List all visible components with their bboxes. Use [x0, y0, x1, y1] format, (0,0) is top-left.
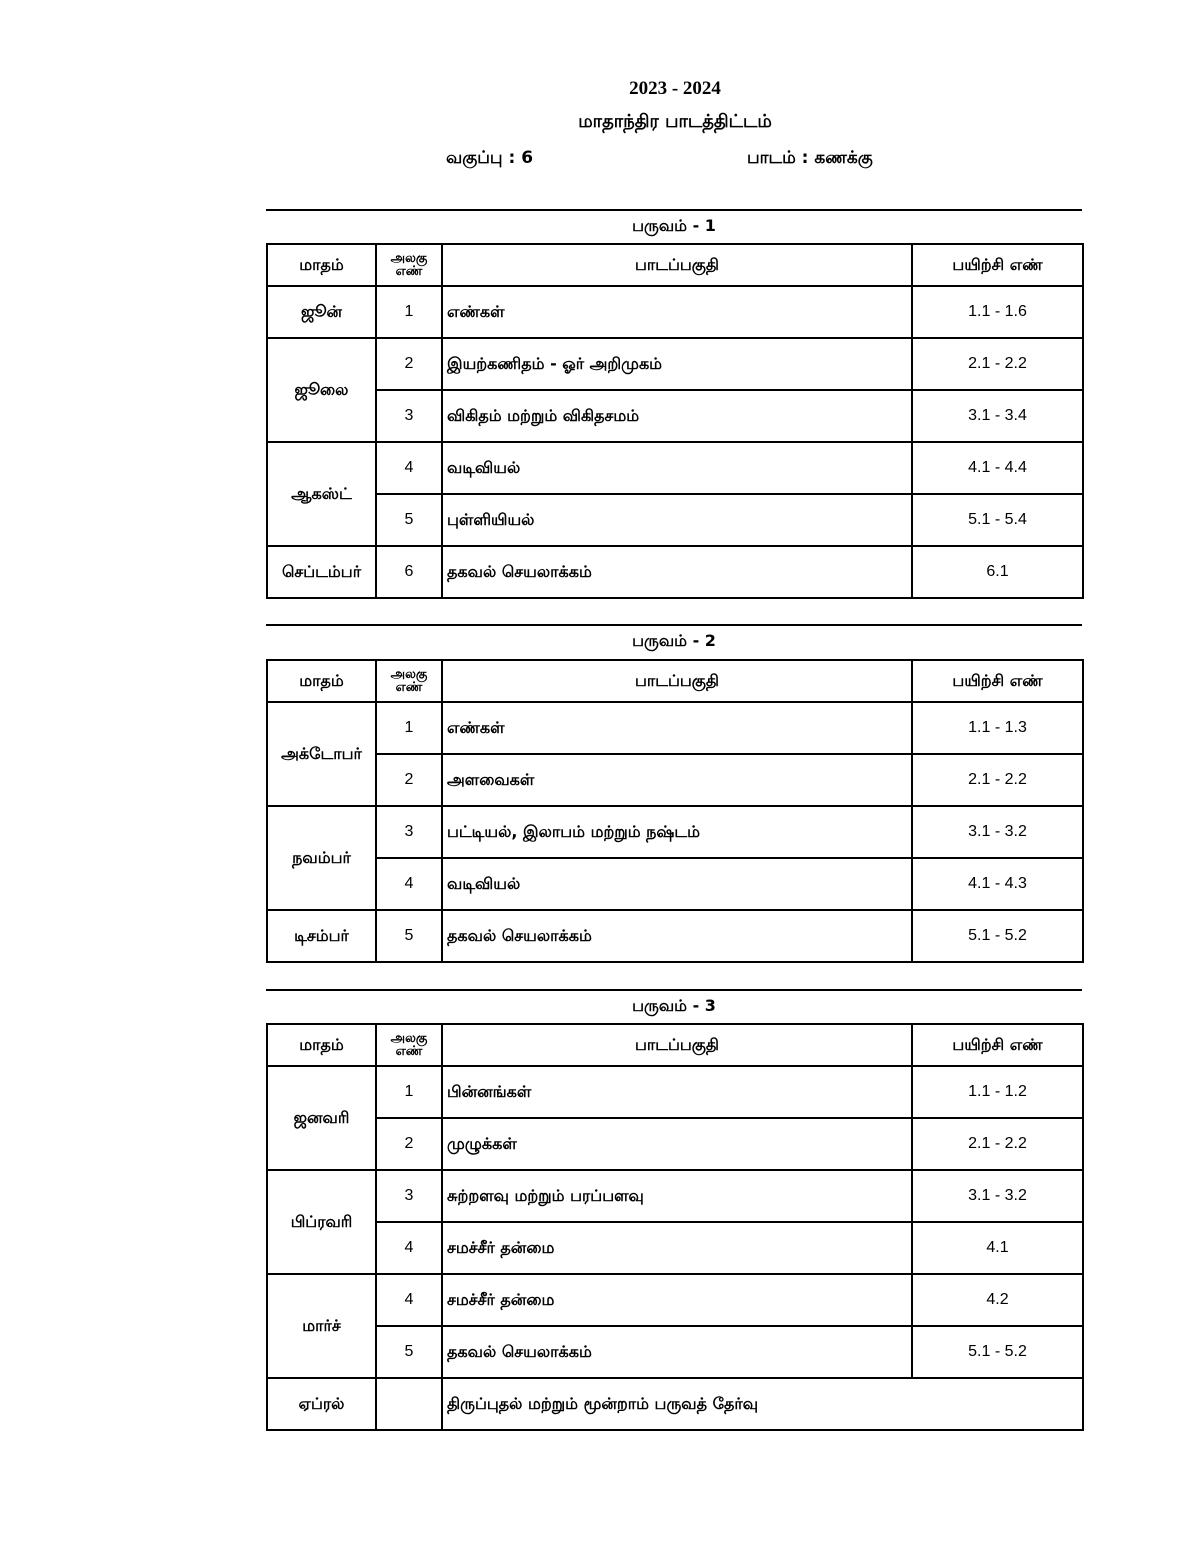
term-2-title: பருவம் - 2	[632, 631, 716, 650]
table-row	[267, 702, 1083, 754]
unit-cell: 1	[376, 702, 442, 754]
col-header-month: மாதம்	[267, 660, 376, 702]
table-row	[267, 442, 1083, 494]
table-row	[267, 1170, 1083, 1222]
topic-cell: தகவல் செயலாக்கம்	[442, 910, 912, 962]
unit-cell: 5	[376, 494, 442, 546]
unit-cell: 1	[376, 1066, 442, 1118]
subject-label: பாடம் : கணக்கு	[747, 148, 873, 168]
col-header-unit: அலகு எண்	[376, 660, 442, 702]
col-header-topic: பாடப்பகுதி	[442, 244, 912, 286]
term-1-rule	[266, 209, 1082, 211]
term-3-table	[266, 1023, 1084, 1431]
exercise-cell: 4.1 - 4.4	[912, 442, 1083, 494]
topic-cell: எண்கள்	[442, 286, 912, 338]
col-header-month: மாதம்	[267, 244, 376, 286]
table-row	[267, 494, 1083, 546]
page-title: மாதாந்திர பாடத்திட்டம்	[578, 111, 772, 132]
table-row	[267, 1118, 1083, 1170]
unit-cell: 3	[376, 806, 442, 858]
unit-cell: 4	[376, 1222, 442, 1274]
table-row	[267, 546, 1083, 598]
col-header-unit: அலகு எண்	[376, 1024, 442, 1066]
month-cell: ஜூன்	[267, 286, 376, 338]
table-row	[267, 910, 1083, 962]
header-row	[267, 244, 1083, 286]
table-row	[267, 1274, 1083, 1326]
topic-cell: வடிவியல்	[442, 442, 912, 494]
topic-cell: சமச்சீர் தன்மை	[442, 1222, 912, 1274]
term-2-table	[266, 659, 1084, 963]
exercise-cell: 3.1 - 3.4	[912, 390, 1083, 442]
table-row	[267, 1222, 1083, 1274]
exercise-cell: 1.1 - 1.3	[912, 702, 1083, 754]
exercise-cell: 2.1 - 2.2	[912, 1118, 1083, 1170]
exercise-cell: 5.1 - 5.4	[912, 494, 1083, 546]
unit-cell: 4	[376, 858, 442, 910]
table-row	[267, 1066, 1083, 1118]
col-header-exercise: பயிற்சி எண்	[912, 244, 1083, 286]
topic-cell: விகிதம் மற்றும் விகிதசமம்	[442, 390, 912, 442]
unit-cell: 2	[376, 754, 442, 806]
topic-cell: எண்கள்	[442, 702, 912, 754]
table-row	[267, 390, 1083, 442]
month-cell: மார்ச்	[267, 1274, 376, 1378]
topic-cell: வடிவியல்	[442, 858, 912, 910]
topic-cell: இயற்கணிதம் - ஓர் அறிமுகம்	[442, 338, 912, 390]
month-cell: ஜனவரி	[267, 1066, 376, 1170]
unit-cell: 6	[376, 546, 442, 598]
exercise-cell: 6.1	[912, 546, 1083, 598]
exercise-cell: 3.1 - 3.2	[912, 806, 1083, 858]
col-header-exercise: பயிற்சி எண்	[912, 660, 1083, 702]
month-cell: ஆகஸ்ட்	[267, 442, 376, 546]
topic-cell: புள்ளியியல்	[442, 494, 912, 546]
term-3-title: பருவம் - 3	[632, 996, 716, 1015]
header-row	[267, 660, 1083, 702]
table-row	[267, 858, 1083, 910]
topic-cell: திருப்புதல் மற்றும் மூன்றாம் பருவத் தேர்வு	[442, 1378, 1083, 1430]
topic-cell: பட்டியல், இலாபம் மற்றும் நஷ்டம்	[442, 806, 912, 858]
exercise-cell: 5.1 - 5.2	[912, 910, 1083, 962]
unit-cell: 3	[376, 390, 442, 442]
topic-cell: பின்னங்கள்	[442, 1066, 912, 1118]
unit-cell: 1	[376, 286, 442, 338]
topic-cell: சமச்சீர் தன்மை	[442, 1274, 912, 1326]
table-row	[267, 806, 1083, 858]
topic-cell: முழுக்கள்	[442, 1118, 912, 1170]
exercise-cell: 2.1 - 2.2	[912, 754, 1083, 806]
unit-cell	[376, 1378, 442, 1430]
unit-cell: 4	[376, 1274, 442, 1326]
unit-cell: 2	[376, 338, 442, 390]
month-cell: நவம்பர்	[267, 806, 376, 910]
exercise-cell: 5.1 - 5.2	[912, 1326, 1083, 1378]
term-1-title: பருவம் - 1	[632, 216, 716, 235]
unit-cell: 3	[376, 1170, 442, 1222]
col-header-topic: பாடப்பகுதி	[442, 660, 912, 702]
class-label: வகுப்பு : 6	[446, 148, 534, 168]
table-row	[267, 286, 1083, 338]
month-cell: அக்டோபர்	[267, 702, 376, 806]
table-row	[267, 1378, 1083, 1430]
col-header-month: மாதம்	[267, 1024, 376, 1066]
topic-cell: அளவைகள்	[442, 754, 912, 806]
exercise-cell: 1.1 - 1.2	[912, 1066, 1083, 1118]
exercise-cell: 3.1 - 3.2	[912, 1170, 1083, 1222]
month-cell: செப்டம்பர்	[267, 546, 376, 598]
table-row	[267, 1326, 1083, 1378]
month-cell: ஏப்ரல்	[267, 1378, 376, 1430]
topic-cell: தகவல் செயலாக்கம்	[442, 1326, 912, 1378]
table-row	[267, 338, 1083, 390]
unit-cell: 5	[376, 910, 442, 962]
term-3-rule	[266, 989, 1082, 991]
unit-cell: 4	[376, 442, 442, 494]
month-cell: பிப்ரவரி	[267, 1170, 376, 1274]
exercise-cell: 4.1	[912, 1222, 1083, 1274]
col-header-exercise: பயிற்சி எண்	[912, 1024, 1083, 1066]
header-row	[267, 1024, 1083, 1066]
exercise-cell: 4.2	[912, 1274, 1083, 1326]
col-header-unit: அலகு எண்	[376, 244, 442, 286]
exercise-cell: 1.1 - 1.6	[912, 286, 1083, 338]
table-row	[267, 754, 1083, 806]
col-header-topic: பாடப்பகுதி	[442, 1024, 912, 1066]
exercise-cell: 4.1 - 4.3	[912, 858, 1083, 910]
month-cell: ஜூலை	[267, 338, 376, 442]
unit-cell: 5	[376, 1326, 442, 1378]
month-cell: டிசம்பர்	[267, 910, 376, 962]
topic-cell: சுற்றளவு மற்றும் பரப்பளவு	[442, 1170, 912, 1222]
term-2-rule	[266, 624, 1082, 626]
exercise-cell: 2.1 - 2.2	[912, 338, 1083, 390]
term-1-table	[266, 243, 1084, 599]
topic-cell: தகவல் செயலாக்கம்	[442, 546, 912, 598]
year-heading: 2023 - 2024	[629, 78, 721, 99]
unit-cell: 2	[376, 1118, 442, 1170]
